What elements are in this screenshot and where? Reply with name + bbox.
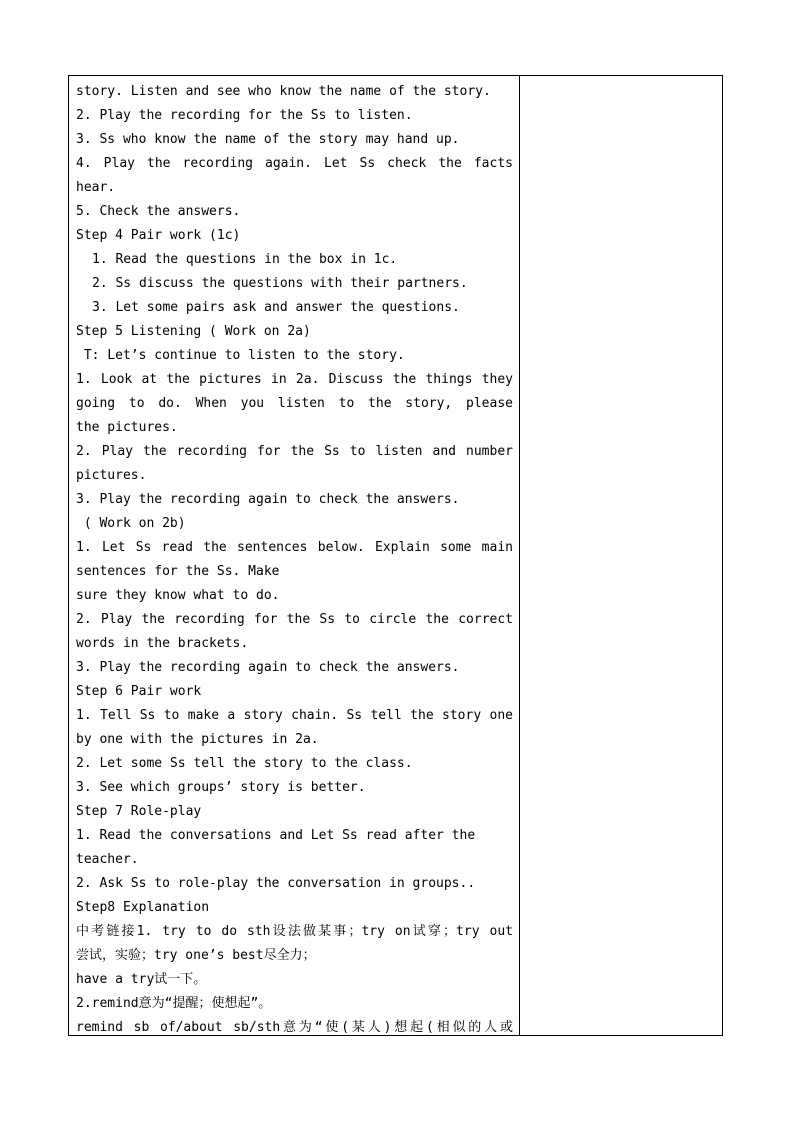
text-line: remind sb of/about sb/sth意为“使(某人)想起(相似的人或 <box>76 1020 513 1035</box>
text-line: sure they know what to do. <box>76 588 280 603</box>
text-line: 1. Tell Ss to make a story chain. Ss tell the story one <box>76 708 513 723</box>
text-line: 3. Ss who know the name of the story may hand up. <box>76 132 460 147</box>
text-line: 3. Play the recording again to check the answers. <box>76 492 460 507</box>
text-line: 2. Let some Ss tell the story to the class. <box>76 756 413 771</box>
text-line: Step 4 Pair work (1c) <box>76 228 241 243</box>
text-line: 尝试，实验；try one’s best尽全力； <box>76 948 316 963</box>
text-line: hear. <box>76 180 116 195</box>
text-line: Step 5 Listening ( Work on 2a) <box>76 324 311 339</box>
text-line: ( Work on 2b) <box>76 516 186 531</box>
text-line: 3. See which groups’ story is better. <box>76 780 366 795</box>
procedure-cell <box>69 76 520 1035</box>
text-line: Step 7 Role-play <box>76 804 202 819</box>
text-line: going to do. When you listen to the story, please <box>76 396 513 411</box>
text-line: 4. Play the recording again. Let Ss check the facts <box>76 156 513 171</box>
lesson-plan-table <box>68 75 723 1036</box>
text-line: 1. Read the conversations and Let Ss read after the <box>76 828 476 843</box>
text-line: 5. Check the answers. <box>76 204 241 219</box>
text-line: 1. Let Ss read the sentences below. Explain some main <box>76 540 513 555</box>
text-line: 3. Let some pairs ask and answer the questions. <box>92 300 460 315</box>
text-line: T: Let’s continue to listen to the story. <box>76 348 405 363</box>
text-line: 3. Play the recording again to check the answers. <box>76 660 460 675</box>
notes-cell <box>520 76 722 1035</box>
text-line: words in the brackets. <box>76 636 249 651</box>
text-line: Step 6 Pair work <box>76 684 202 699</box>
text-line: Step8 Explanation <box>76 900 210 915</box>
text-line: teacher. <box>76 852 139 867</box>
text-line: story. Listen and see who know the name of the story. <box>76 84 491 99</box>
text-line: 1. Read the questions in the box in 1c. <box>92 252 398 267</box>
text-line: 中考链接1. try to do sth设法做某事；try on试穿；try out <box>76 924 513 939</box>
text-line: sentences for the Ss. Make <box>76 564 280 579</box>
text-line: 2. Play the recording for the Ss to listen and number <box>76 444 513 459</box>
text-line: have a try试一下。 <box>76 972 207 987</box>
text-line: 2. Play the recording for the Ss to circle the correct <box>76 612 513 627</box>
text-line: 2. Ss discuss the questions with their partners. <box>92 276 468 291</box>
text-line: by one with the pictures in 2a. <box>76 732 319 747</box>
text-line: 1. Look at the pictures in 2a. Discuss the things they <box>76 372 513 387</box>
text-line: 2. Play the recording for the Ss to listen. <box>76 108 413 123</box>
text-line: the pictures. <box>76 420 178 435</box>
text-line: pictures. <box>76 468 147 483</box>
text-line: 2. Ask Ss to role-play the conversation in groups.. <box>76 876 476 891</box>
text-line: 2.remind意为“提醒；使想起”。 <box>76 996 272 1011</box>
